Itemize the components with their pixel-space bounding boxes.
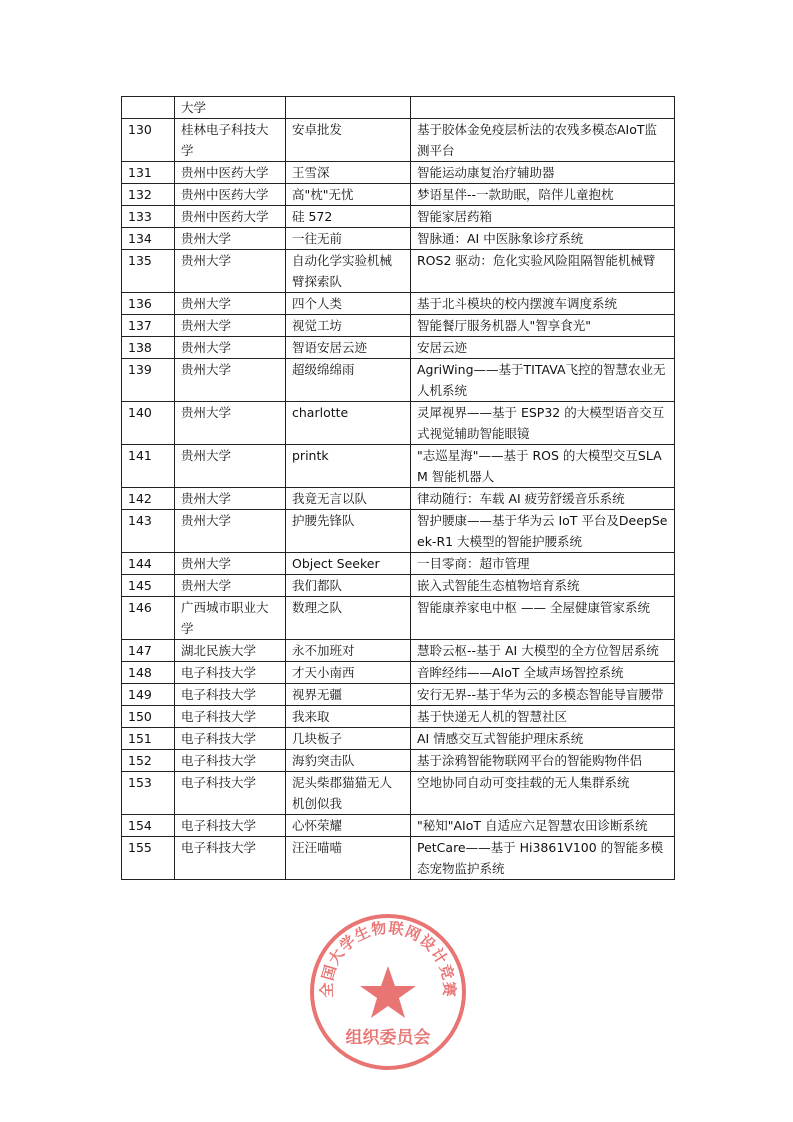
table-row xyxy=(122,206,675,228)
cell-team: 智语安居云迹 xyxy=(286,337,411,359)
cell-team: 海豹突击队 xyxy=(286,750,411,772)
cell-school: 湖北民族大学 xyxy=(175,640,286,662)
table-row xyxy=(122,597,675,640)
cell-number: 148 xyxy=(122,662,175,684)
cell-school: 贵州大学 xyxy=(175,315,286,337)
cell-school: 贵州大学 xyxy=(175,553,286,575)
table-row xyxy=(122,184,675,206)
seal-ring-text: 全国大学生物联网设计竞赛 xyxy=(317,918,459,998)
cell-team: 我来取 xyxy=(286,706,411,728)
cell-team: 视觉工坊 xyxy=(286,315,411,337)
cell-number xyxy=(122,97,175,119)
cell-team: printk xyxy=(286,445,411,488)
official-seal xyxy=(308,912,468,1072)
cell-project: 律动随行：车载 AI 疲劳舒缓音乐系统 xyxy=(411,488,675,510)
cell-school: 电子科技大学 xyxy=(175,815,286,837)
table-row xyxy=(122,293,675,315)
cell-number: 135 xyxy=(122,250,175,293)
cell-team: 一往无前 xyxy=(286,228,411,250)
cell-school: 电子科技大学 xyxy=(175,728,286,750)
cell-project: ROS2 驱动：危化实验风险阻隔智能机械臂 xyxy=(411,250,675,293)
cell-team: 高"枕"无忧 xyxy=(286,184,411,206)
table-row xyxy=(122,662,675,684)
cell-team: 几块板子 xyxy=(286,728,411,750)
cell-school: 贵州大学 xyxy=(175,337,286,359)
cell-number: 153 xyxy=(122,772,175,815)
results-table xyxy=(121,96,675,880)
table-row xyxy=(122,772,675,815)
cell-number: 133 xyxy=(122,206,175,228)
cell-school: 贵州中医药大学 xyxy=(175,162,286,184)
table-row xyxy=(122,815,675,837)
cell-project: 基于涂鸦智能物联网平台的智能购物伴侣 xyxy=(411,750,675,772)
table-row xyxy=(122,228,675,250)
cell-project: 智护腰康——基于华为云 IoT 平台及DeepSeek-R1 大模型的智能护腰系统 xyxy=(411,510,675,553)
cell-number: 142 xyxy=(122,488,175,510)
cell-project: 音眸经纬——AIoT 全域声场智控系统 xyxy=(411,662,675,684)
cell-team: 自动化学实验机械臂探索队 xyxy=(286,250,411,293)
cell-team: 永不加班对 xyxy=(286,640,411,662)
cell-school: 贵州大学 xyxy=(175,445,286,488)
cell-project: 灵犀视界——基于 ESP32 的大模型语音交互式视觉辅助智能眼镜 xyxy=(411,402,675,445)
cell-school: 贵州大学 xyxy=(175,359,286,402)
cell-number: 139 xyxy=(122,359,175,402)
cell-number: 152 xyxy=(122,750,175,772)
cell-team: 汪汪喵喵 xyxy=(286,837,411,880)
table-row xyxy=(122,510,675,553)
cell-number: 136 xyxy=(122,293,175,315)
cell-project: 安行无界--基于华为云的多模态智能导盲腰带 xyxy=(411,684,675,706)
cell-team: 才天小南西 xyxy=(286,662,411,684)
cell-project xyxy=(411,97,675,119)
cell-project: 安居云迹 xyxy=(411,337,675,359)
table-row xyxy=(122,337,675,359)
cell-team: charlotte xyxy=(286,402,411,445)
cell-project: 一目零商：超市管理 xyxy=(411,553,675,575)
cell-school: 贵州大学 xyxy=(175,575,286,597)
star-icon xyxy=(360,966,416,1018)
cell-school: 贵州大学 xyxy=(175,293,286,315)
cell-project: 基于快递无人机的智慧社区 xyxy=(411,706,675,728)
cell-school: 电子科技大学 xyxy=(175,837,286,880)
cell-number: 137 xyxy=(122,315,175,337)
cell-school: 贵州大学 xyxy=(175,488,286,510)
cell-number: 149 xyxy=(122,684,175,706)
cell-number: 134 xyxy=(122,228,175,250)
table-row xyxy=(122,359,675,402)
table-row xyxy=(122,728,675,750)
cell-number: 146 xyxy=(122,597,175,640)
cell-team: 护腰先锋队 xyxy=(286,510,411,553)
table-row xyxy=(122,553,675,575)
cell-number: 150 xyxy=(122,706,175,728)
cell-number: 144 xyxy=(122,553,175,575)
table-row xyxy=(122,402,675,445)
table-row xyxy=(122,445,675,488)
cell-number: 138 xyxy=(122,337,175,359)
table-row xyxy=(122,684,675,706)
seal-bottom-text: 组织委员会 xyxy=(345,1028,431,1048)
cell-number: 132 xyxy=(122,184,175,206)
cell-school: 贵州大学 xyxy=(175,228,286,250)
table-row xyxy=(122,488,675,510)
cell-school: 广西城市职业大学 xyxy=(175,597,286,640)
cell-team: 数理之队 xyxy=(286,597,411,640)
cell-project: 梦语星伴--一款助眠，陪伴儿童抱枕 xyxy=(411,184,675,206)
cell-team xyxy=(286,97,411,119)
cell-project: PetCare——基于 Hi3861V100 的智能多模态宠物监护系统 xyxy=(411,837,675,880)
cell-project: 智能康养家电中枢 —— 全屋健康管家系统 xyxy=(411,597,675,640)
table-row xyxy=(122,97,675,119)
cell-project: 智能运动康复治疗辅助器 xyxy=(411,162,675,184)
cell-school: 贵州大学 xyxy=(175,250,286,293)
cell-school: 电子科技大学 xyxy=(175,706,286,728)
cell-project: 慧聆云枢--基于 AI 大模型的全方位智居系统 xyxy=(411,640,675,662)
cell-school: 电子科技大学 xyxy=(175,684,286,706)
table-row xyxy=(122,640,675,662)
cell-school: 电子科技大学 xyxy=(175,772,286,815)
cell-team: 超级绵绵雨 xyxy=(286,359,411,402)
cell-project: 基于北斗模块的校内摆渡车调度系统 xyxy=(411,293,675,315)
cell-number: 131 xyxy=(122,162,175,184)
table-row xyxy=(122,575,675,597)
cell-team: 心怀荣耀 xyxy=(286,815,411,837)
cell-school: 贵州大学 xyxy=(175,402,286,445)
cell-team: 四个人类 xyxy=(286,293,411,315)
cell-project: 嵌入式智能生态植物培育系统 xyxy=(411,575,675,597)
table-row xyxy=(122,750,675,772)
cell-number: 141 xyxy=(122,445,175,488)
cell-school: 电子科技大学 xyxy=(175,662,286,684)
table-row xyxy=(122,706,675,728)
cell-team: 硅 572 xyxy=(286,206,411,228)
cell-project: 基于胶体金免疫层析法的农残多模态AIoT监测平台 xyxy=(411,119,675,162)
table-row xyxy=(122,250,675,293)
cell-team: 安卓批发 xyxy=(286,119,411,162)
cell-project: 智能餐厅服务机器人"智享食光" xyxy=(411,315,675,337)
table-row xyxy=(122,315,675,337)
cell-number: 143 xyxy=(122,510,175,553)
cell-number: 155 xyxy=(122,837,175,880)
cell-number: 145 xyxy=(122,575,175,597)
cell-school: 贵州中医药大学 xyxy=(175,206,286,228)
cell-project: "秘知"AIoT 自适应六足智慧农田诊断系统 xyxy=(411,815,675,837)
cell-project: AgriWing——基于TITAVA飞控的智慧农业无人机系统 xyxy=(411,359,675,402)
cell-school: 贵州大学 xyxy=(175,510,286,553)
cell-team: 泥头柴郡猫猫无人机创似我 xyxy=(286,772,411,815)
cell-project: 空地协同自动可变挂载的无人集群系统 xyxy=(411,772,675,815)
cell-project: AI 情感交互式智能护理床系统 xyxy=(411,728,675,750)
cell-team: 我竟无言以队 xyxy=(286,488,411,510)
cell-number: 140 xyxy=(122,402,175,445)
cell-school: 贵州中医药大学 xyxy=(175,184,286,206)
cell-team: 我们都队 xyxy=(286,575,411,597)
cell-number: 130 xyxy=(122,119,175,162)
cell-team: 王雪深 xyxy=(286,162,411,184)
table-row xyxy=(122,837,675,880)
cell-number: 151 xyxy=(122,728,175,750)
cell-school: 大学 xyxy=(175,97,286,119)
cell-project: 智能家居药箱 xyxy=(411,206,675,228)
cell-team: Object Seeker xyxy=(286,553,411,575)
results-table-body xyxy=(122,97,675,880)
cell-school: 电子科技大学 xyxy=(175,750,286,772)
table-row xyxy=(122,119,675,162)
cell-number: 147 xyxy=(122,640,175,662)
cell-school: 桂林电子科技大学 xyxy=(175,119,286,162)
cell-team: 视界无疆 xyxy=(286,684,411,706)
cell-number: 154 xyxy=(122,815,175,837)
table-row xyxy=(122,162,675,184)
cell-project: "志巡星海"——基于 ROS 的大模型交互SLAM 智能机器人 xyxy=(411,445,675,488)
cell-project: 智脉通：AI 中医脉象诊疗系统 xyxy=(411,228,675,250)
